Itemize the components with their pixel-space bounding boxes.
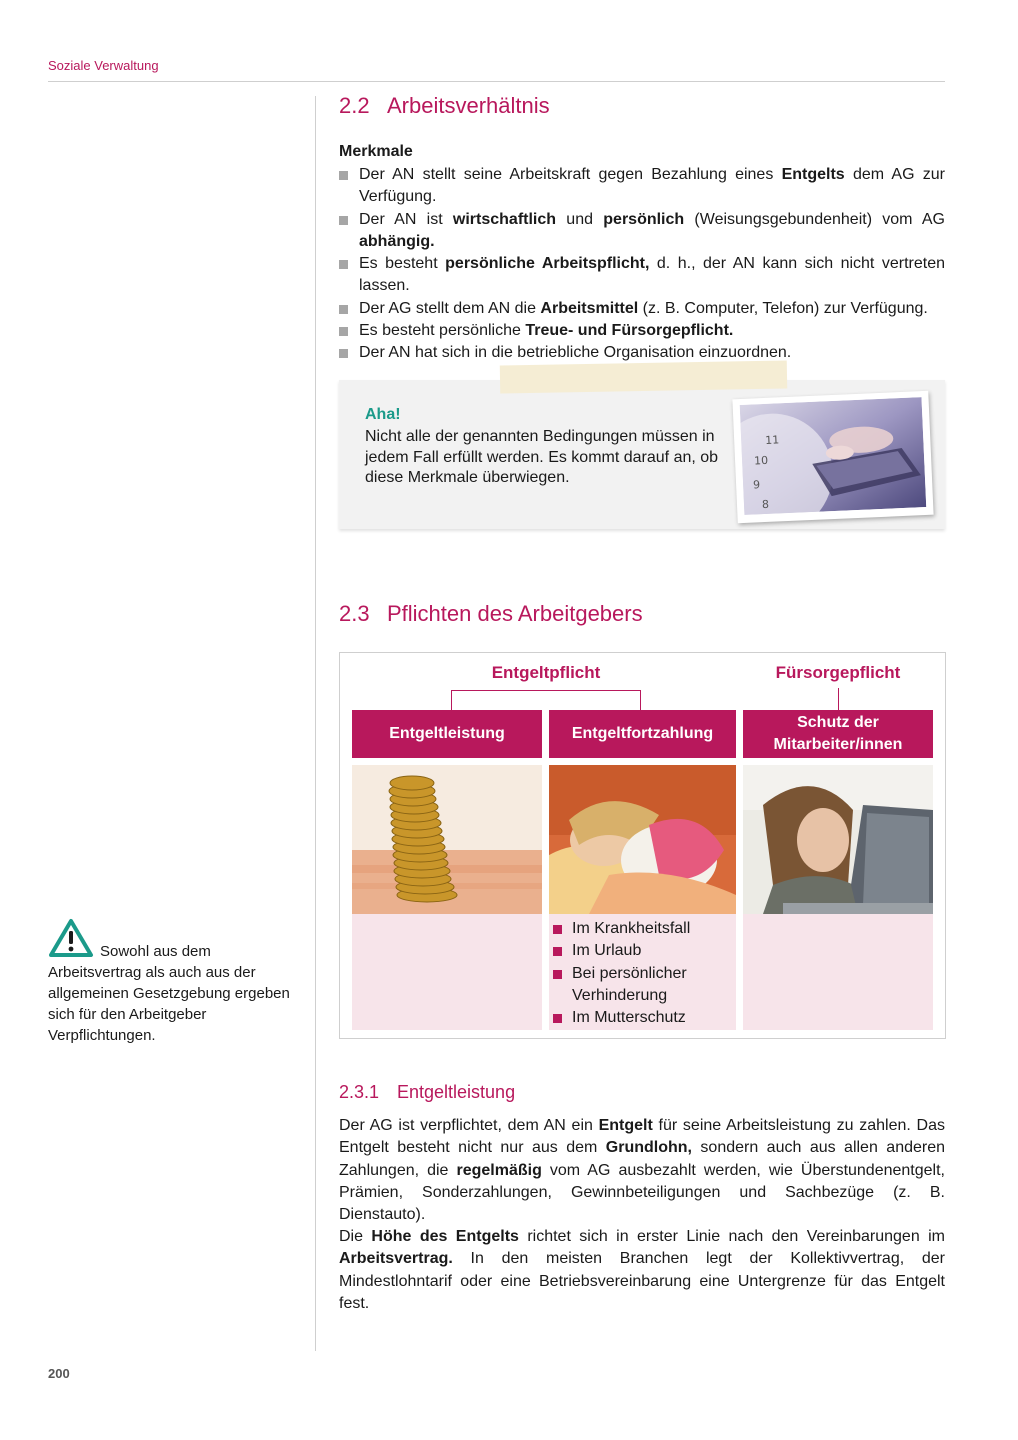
text: sondern auch aus allen anderen Zahlungen, die	[339, 1139, 946, 1179]
section-2-2-heading	[339, 93, 550, 119]
bold-text: Arbeitsmittel	[540, 299, 639, 317]
bracket-line	[838, 688, 839, 710]
column-heading: Schutz der Mitarbeiter/innen	[743, 710, 933, 758]
bracket-line	[451, 690, 641, 691]
bold-text: Arbeitsvertrag.	[339, 1250, 453, 1268]
aha-text: Nicht alle der genannten Bedingungen müssen in jedem Fall erfüllt werden. Es kommt darauf an, ob diese Merkmale überwiegen.	[365, 428, 719, 486]
fortzahlung-item: Im Urlaub	[550, 940, 730, 962]
text: Der AG ist verpflichtet, dem AN ein	[339, 1117, 599, 1134]
merkmal-item	[339, 320, 945, 342]
text: (z. B. Computer, Telefon) zur Verfügung.	[638, 299, 928, 317]
sidebar-note-text: Sowohl aus dem Arbeitsvertrag als auch aus der allgemeinen Gesetzgebung ergeben sich für den Arbeitgeber Verpflichtungen.	[48, 943, 290, 1044]
section-2-3-heading	[339, 601, 643, 627]
header-divider	[48, 81, 945, 82]
sidebar-note	[48, 941, 298, 1046]
text: vom AG ausbezahlt werden, wie Überstundenentgelt, Prämien, Sonderzahlungen, Gewinnbeteiligungen und Sachbezüge (z. B. Dienstauto).	[339, 1161, 945, 1224]
bold-text: regelmäßig	[456, 1161, 542, 1179]
section-2-3-1-heading	[339, 1082, 515, 1103]
page-number: 200	[48, 1366, 70, 1381]
text: In den meisten Branchen legt der Kollektivvertrag, der Mindestlohntarif oder eine Betriebsvereinbarung eine Untergrenze für das Entgelt fest.	[339, 1250, 945, 1312]
section-title: Entgeltleistung	[397, 1082, 516, 1102]
paragraph-hoehe	[339, 1226, 945, 1315]
section-title: Arbeitsverhältnis	[387, 93, 550, 118]
bold-text: abhängig.	[359, 232, 435, 250]
text: für seine Arbeitsleistung zu zahlen. Das Entgelt besteht nicht nur aus dem	[339, 1117, 946, 1157]
text: und	[556, 210, 604, 228]
text: Der AG stellt dem AN die	[359, 299, 541, 317]
stressed-woman-laptop-photo	[743, 765, 933, 914]
bold-text: wirtschaftlich	[452, 210, 557, 228]
column-1-panel	[352, 914, 542, 1030]
bold-text: Entgelt	[598, 1117, 653, 1134]
bold-text: persönliche Arbeitspflicht,	[445, 255, 650, 273]
svg-text:10: 10	[753, 453, 769, 468]
fortzahlung-item: Im Krankheitsfall	[550, 918, 730, 940]
group-label-entgeltpflicht: Entgeltpflicht	[491, 663, 601, 682]
text: Es besteht persönliche	[359, 322, 526, 340]
column-heading: Entgeltfortzahlung	[549, 710, 736, 758]
group-label-fuersorgepflicht: Fürsorgepflicht	[775, 663, 901, 682]
merkmal-item	[339, 209, 945, 254]
svg-text:9: 9	[752, 478, 761, 492]
text: Es besteht	[359, 255, 446, 273]
text: Der AN hat sich in die betriebliche Organisation einzuordnen.	[359, 344, 792, 362]
running-head: Soziale Verwaltung	[48, 58, 159, 73]
text: dem AG zur Verfügung.	[359, 166, 946, 206]
bold-text: Treue- und Fürsorgepflicht.	[525, 322, 734, 340]
laptop-typing-photo	[732, 391, 933, 523]
fortzahlung-item: Im Mutterschutz	[550, 1007, 730, 1029]
bold-text: Entgelts	[781, 166, 845, 183]
text: richtet sich in erster Linie nach den Vereinbarungen im	[518, 1228, 946, 1245]
section-number: 2.3.1	[339, 1082, 380, 1102]
paragraph-entgelt	[339, 1115, 945, 1226]
entgeltfortzahlung-list	[550, 918, 730, 1029]
merkmale-list	[339, 164, 945, 365]
column-3-panel	[743, 914, 933, 1030]
text: (Weisungsgebundenheit) vom AG	[684, 210, 946, 228]
text: Der AN stellt seine Arbeitskraft gegen Bezahlung eines	[359, 166, 782, 183]
merkmal-item	[339, 253, 945, 298]
sick-woman-photo	[549, 765, 736, 914]
fortzahlung-item: Bei persönlicher Verhinderung	[550, 963, 730, 1008]
svg-text:11: 11	[764, 433, 780, 447]
text: Die	[339, 1228, 372, 1245]
bracket-line	[640, 690, 641, 710]
column-heading: Entgeltleistung	[352, 710, 542, 758]
aha-title: Aha!	[365, 406, 401, 423]
bracket-line	[451, 690, 452, 710]
merkmal-item	[339, 164, 945, 209]
section-number: 2.2	[339, 93, 370, 118]
coin-stack-photo	[352, 765, 542, 914]
merkmal-item	[339, 342, 945, 364]
merkmal-item	[339, 298, 945, 320]
column-divider	[315, 96, 316, 1351]
bold-text: Grundlohn,	[605, 1139, 692, 1157]
section-title: Pflichten des Arbeitgebers	[387, 601, 643, 626]
tape-decoration	[500, 360, 787, 393]
bold-text: Höhe des Entgelts	[371, 1228, 519, 1245]
text: d. h., der AN kann sich nicht vertreten lassen.	[359, 255, 946, 295]
svg-text:8: 8	[761, 497, 770, 512]
merkmale-label: Merkmale	[339, 143, 413, 160]
text: Der AN ist	[359, 210, 453, 228]
section-number: 2.3	[339, 601, 370, 626]
bold-text: persönlich	[603, 210, 685, 228]
